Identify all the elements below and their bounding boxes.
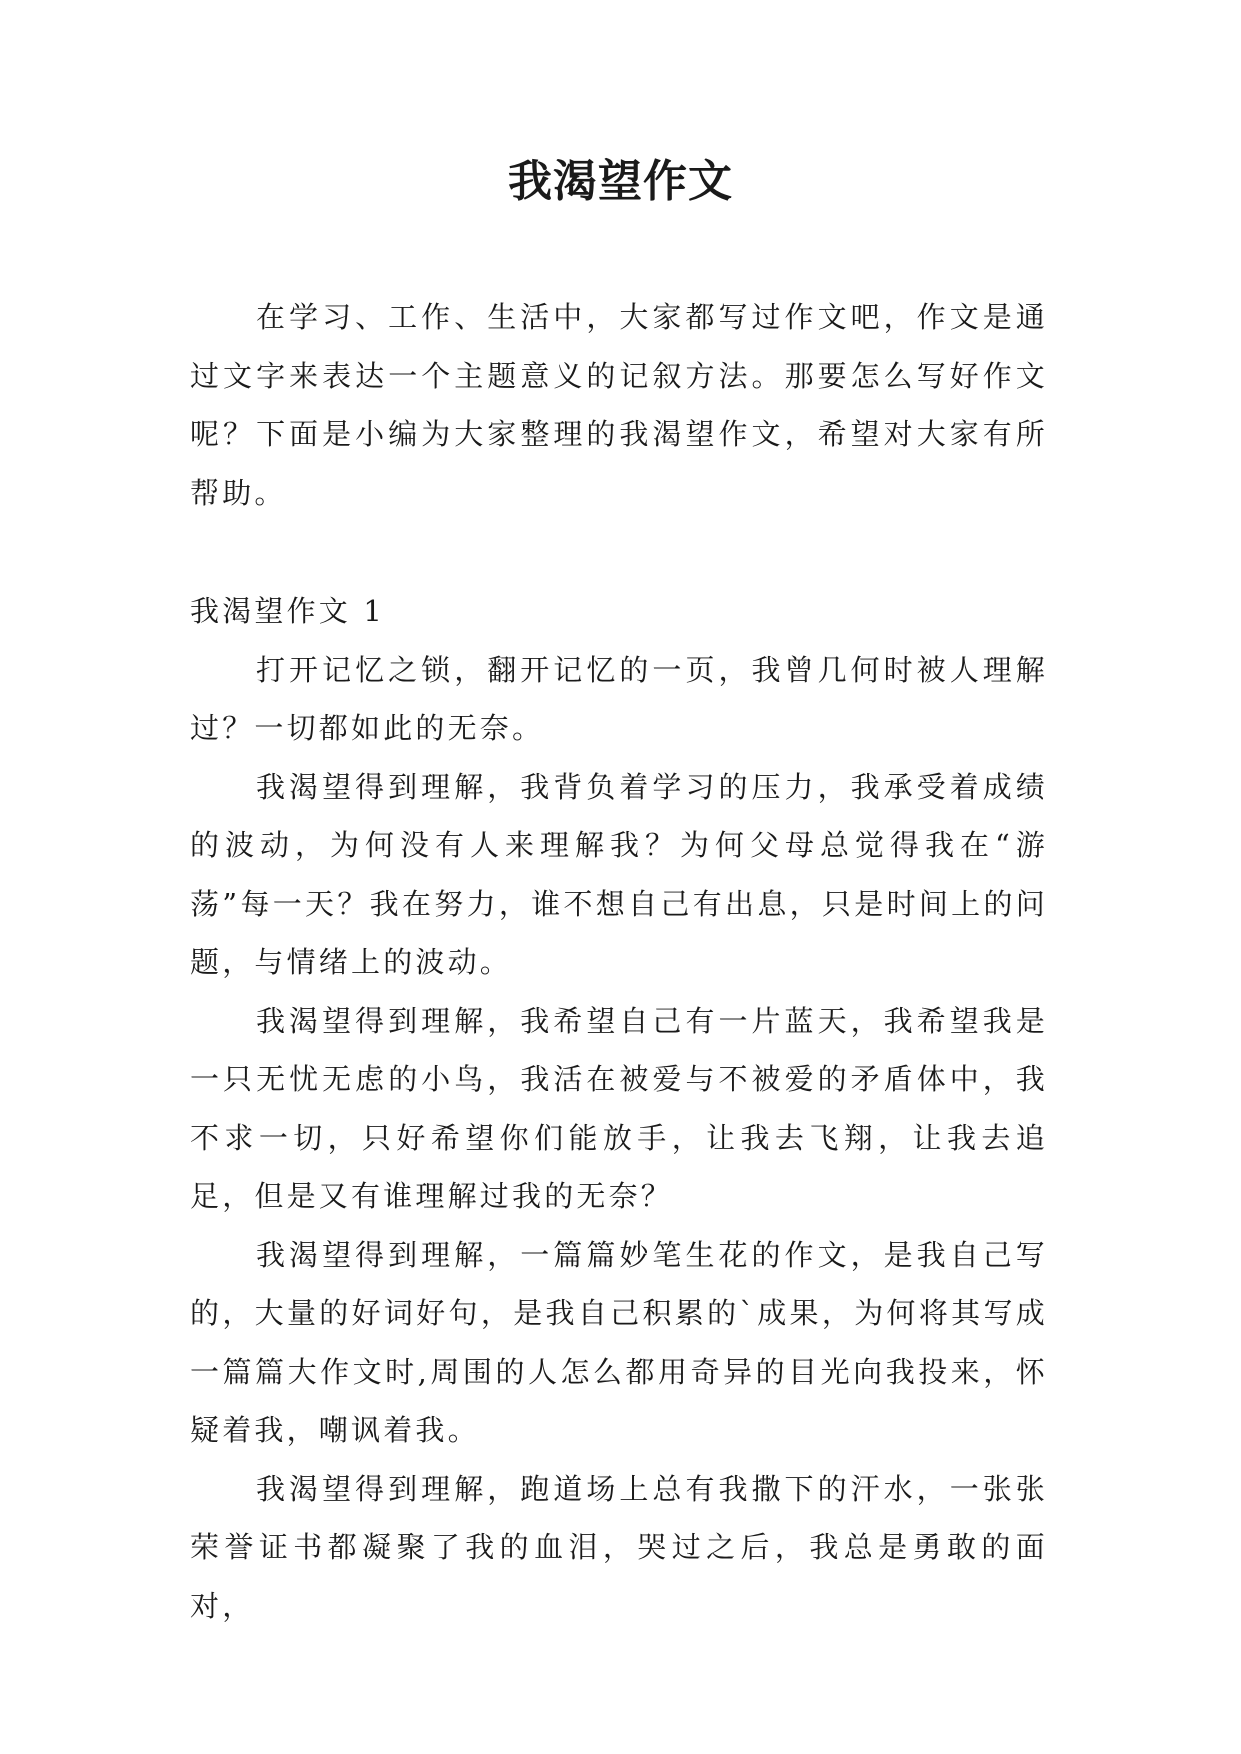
intro-paragraph: 在学习、工作、生活中，大家都写过作文吧，作文是通过文字来表达一个主题意义的记叙方法。那要怎么写好作文呢？下面是小编为大家整理的我渴望作文，希望对大家有所帮助。 bbox=[190, 300, 1048, 510]
body-paragraph-1: 打开记忆之锁，翻开记忆的一页，我曾几何时被人理解过？一切都如此的无奈。 bbox=[190, 652, 1048, 745]
body-paragraph-4: 我渴望得到理解，一篇篇妙笔生花的作文，是我自己写的，大量的好词好句，是我自己积累的`成果，为何将其写成一篇篇大作文时,周围的人怎么都用奇异的目光向我投来，怀疑着我，嘲讽着我。 bbox=[190, 1237, 1048, 1447]
body-paragraph-5: 我渴望得到理解，跑道场上总有我撒下的汗水，一张张荣誉证书都凝聚了我的血泪，哭过之后，我总是勇敢的面对， bbox=[190, 1471, 1048, 1623]
document-title: 我渴望作文 bbox=[508, 156, 733, 207]
body-paragraph-3: 我渴望得到理解，我希望自己有一片蓝天，我希望我是一只无忧无虑的小鸟，我活在被爱与不被爱的矛盾体中，我不求一切，只好希望你们能放手，让我去飞翔，让我去追足，但是又有谁理解过我的无奈？ bbox=[190, 1003, 1048, 1213]
section-spacer bbox=[190, 522, 1048, 582]
document-body bbox=[190, 288, 1048, 1635]
section-heading: 我渴望作文 1 bbox=[190, 594, 386, 628]
body-paragraph-2: 我渴望得到理解，我背负着学习的压力，我承受着成绩的波动，为何没有人来理解我？为何父母总觉得我在“游荡”每一天？我在努力，谁不想自己有出息，只是时间上的问题，与情绪上的波动。 bbox=[190, 769, 1048, 979]
